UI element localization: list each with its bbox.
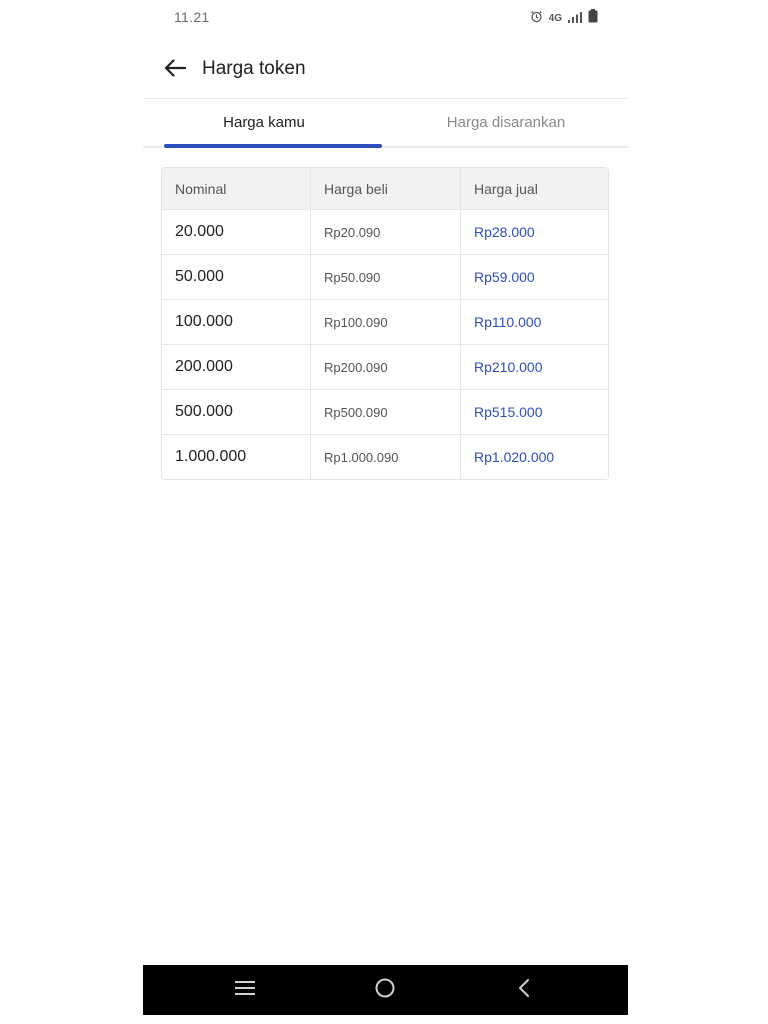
page-title: Harga token xyxy=(202,58,306,79)
home-icon xyxy=(374,977,396,1004)
tab-active-indicator xyxy=(164,144,382,148)
header-harga-jual: Harga jual xyxy=(474,180,538,197)
system-nav-bar xyxy=(143,965,628,1015)
cell-nominal: 500.000 xyxy=(162,390,311,434)
cell-harga-beli: Rp20.090 xyxy=(311,210,461,254)
tab-harga-disarankan[interactable] xyxy=(385,99,627,146)
cell-nominal: 20.000 xyxy=(162,210,311,254)
table-header xyxy=(162,168,608,209)
table-row[interactable] xyxy=(162,344,608,389)
cell-harga-jual[interactable]: Rp28.000 xyxy=(474,224,535,240)
cell-harga-beli: Rp1.000.090 xyxy=(311,435,461,479)
status-bar xyxy=(143,0,628,36)
header-harga-beli: Harga beli xyxy=(311,168,461,209)
table-row[interactable] xyxy=(162,209,608,254)
price-table xyxy=(161,167,609,480)
cell-nominal: 200.000 xyxy=(162,345,311,389)
table-row[interactable] xyxy=(162,434,608,479)
status-time: 11.21 xyxy=(174,9,210,25)
table-row[interactable] xyxy=(162,299,608,344)
cell-harga-beli: Rp500.090 xyxy=(311,390,461,434)
alarm-icon xyxy=(530,10,543,28)
cell-harga-jual[interactable]: Rp1.020.000 xyxy=(474,449,555,465)
status-icons xyxy=(530,9,598,28)
cell-harga-jual[interactable]: Rp515.000 xyxy=(474,404,543,420)
cell-harga-jual[interactable]: Rp110.000 xyxy=(474,314,542,330)
tab-label: Harga kamu xyxy=(223,114,305,131)
back-icon xyxy=(517,978,531,1003)
system-back-button[interactable] xyxy=(511,977,537,1003)
menu-icon xyxy=(234,980,256,1001)
app-bar xyxy=(143,44,628,99)
home-button[interactable] xyxy=(372,977,398,1003)
battery-icon xyxy=(588,9,598,28)
header-nominal: Nominal xyxy=(162,168,311,209)
tab-harga-kamu[interactable] xyxy=(143,99,385,146)
tab-bar xyxy=(143,99,628,148)
cell-nominal: 100.000 xyxy=(162,300,311,344)
cell-nominal: 50.000 xyxy=(162,255,311,299)
recent-apps-button[interactable] xyxy=(232,977,258,1003)
cell-harga-jual[interactable]: Rp210.000 xyxy=(474,359,543,375)
network-type: 4G xyxy=(548,13,562,24)
cell-nominal: 1.000.000 xyxy=(162,435,311,479)
cell-harga-jual[interactable]: Rp59.000 xyxy=(474,269,535,285)
table-row[interactable] xyxy=(162,254,608,299)
cell-harga-beli: Rp200.090 xyxy=(311,345,461,389)
tab-label: Harga disarankan xyxy=(446,114,566,131)
back-button[interactable] xyxy=(161,56,189,84)
table-row[interactable] xyxy=(162,389,608,434)
cell-harga-beli: Rp50.090 xyxy=(311,255,461,299)
arrow-left-icon xyxy=(164,59,186,82)
signal-icon xyxy=(568,10,582,28)
cell-harga-beli: Rp100.090 xyxy=(311,300,461,344)
